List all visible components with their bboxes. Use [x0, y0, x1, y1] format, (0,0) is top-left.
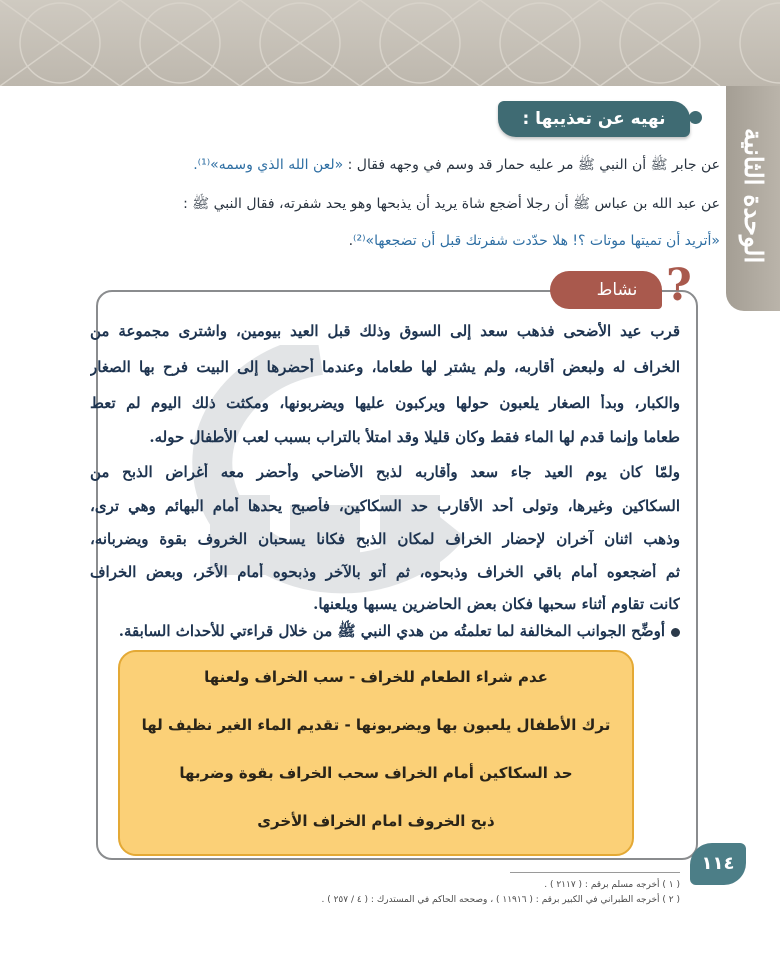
story-line: الخراف له ولبعض أقاربه، ولم يشترِ لها طعاما، وعندما أحضرها إلى البيت فرح بها الصغار [90, 358, 680, 376]
hadith-line-2: عن عبد الله بن عباس ﷺ أن رجلا أضجع شاة يريد أن يذبحها وهو يحد شفرته، فقال النبي ﷺ : [183, 196, 720, 212]
hadith-line-3 [70, 233, 720, 249]
story-line: كانت تقاوم أثناء سحبها فكان بعض الحاضرين يسبها ويلعنها. [313, 595, 680, 613]
story-line: قرب عيد الأضحى فذهب سعد إلى السوق وذلك قبل العيد بيومين، واشترى مجموعة من [90, 322, 680, 340]
story-line: السكاكين وغيرها، وتولى أحد الأقارب حد السكاكين، فأصبح يحدها أمام البهائم وهي ترى، [90, 497, 680, 515]
question-mark-icon: ? [666, 260, 692, 311]
hadith-line-3-end: . [348, 233, 354, 249]
header-banner [0, 0, 780, 86]
activity-label: نشاط [550, 271, 662, 309]
answer-line: عدم شراء الطعام للخراف - سب الخراف ولعنها [204, 668, 548, 686]
question-bullet [671, 628, 680, 637]
story-line: ثم أضجعوه أمام باقي الخراف وذبحوه، ثم أتو بالآخر وذبحوه أمام الأُخَر، وبعض الخراف [90, 563, 680, 581]
story-line: وذهب اثنان آخران لإحضار الخراف لمكان الذبح فكانا يسحبان الخروف بقوة ويضربانه، [90, 530, 680, 548]
footnote: ( ١ ) أخرجه مسلم برقم : ( ٢١١٧ ) . [544, 880, 680, 890]
answer-line: ترك الأطفال يلعبون بها ويضربونها - تقديم الماء الغير نظيف لها [141, 716, 611, 734]
unit-title: الوحدة الثانية [739, 128, 768, 264]
section-heading: نهيه عن تعذيبها : [498, 101, 690, 137]
answer-line: ذبح الخروف امام الخراف الأخرى [257, 812, 495, 830]
question-text: أوضِّح الجوانب المخالفة لما تعلمتُه من هدي النبي ﷺ من خلال قراءتي للأحداث السابقة. [118, 622, 665, 640]
story-line: طعاما وإنما قدم لها الماء فقط وكان قليلا وقد امتلأ بالتراب بسبب لعب الأطفال حوله. [149, 428, 680, 446]
footnote-divider [510, 872, 680, 873]
hadith-line-3-quote: «أتريد أن تميتها موتات ؟! هلا حدّدت شفرتك قبل أن تضجعها»⁽²⁾ [353, 233, 720, 249]
story-line: ولمّا كان يوم العيد جاء سعد وأقاربه لذبح الأضاحي وأحضر معه أغراض الذبح من [90, 463, 680, 481]
footnote: ( ٢ ) أخرجه الطبراني في الكبير برقم : ( ١١٩١٦ ) ، وصححه الحاكم في المستدرك : ( ٤ / ٢٥٧ ) . [321, 895, 680, 905]
banner-pattern [0, 0, 780, 86]
hadith-line-1-text: عن جابر ﷺ أن النبي ﷺ مر عليه حمار قد وسم في وجهه فقال : [347, 157, 720, 173]
answer-line: حد السكاكين أمام الخراف سحب الخراف بقوة وضربها [179, 764, 573, 782]
watermark-logo [150, 345, 480, 635]
hadith-line-1 [70, 156, 720, 176]
heading-bullet [689, 111, 702, 124]
hadith-line-1-quote: «لعن الله الذي وسمه»⁽¹⁾. [193, 157, 344, 173]
page-number: ١١٤ [690, 843, 746, 885]
story-line: والكبار، وبدأ الصغار يلعبون حولها ويركبون عليها ويضربونها، ومكثت ذلك اليوم لم تعط [90, 394, 680, 412]
activity-question [90, 622, 680, 644]
